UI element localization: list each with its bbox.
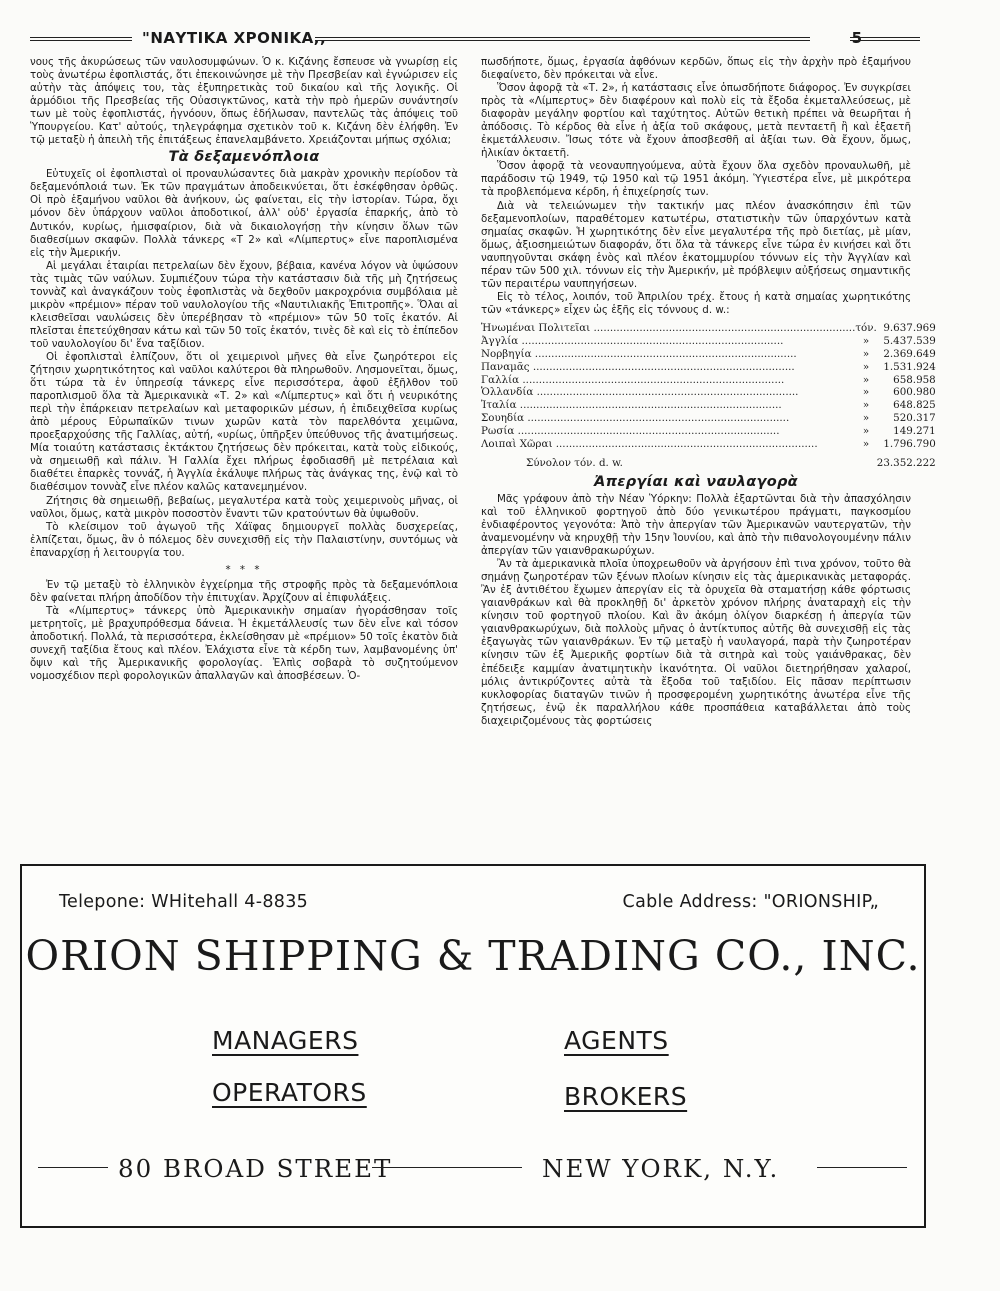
tonnage-value: 1.531.924 [883,360,936,373]
tonnage-row [481,386,954,399]
tonnage-unit: » [862,347,870,360]
total-value: 23.352.222 [876,457,936,469]
tonnage-unit: » [862,334,870,347]
header-rule-left [30,37,132,41]
country-name: Γαλλία ................................................................................ [481,373,785,386]
ad-cable-address: Cable Address: "ORIONSHIP„ [622,892,879,912]
tonnage-unit: » [862,399,870,412]
tonnage-value: 9.637.969 [883,321,936,334]
ad-operators: OPERATORS [212,1078,367,1107]
country-name: Ὁλλανδία ................................................................................ [481,386,799,399]
country-name: Ἡνωμέναι Πολιτεῖαι ................................................................................ [481,321,856,334]
article-paragraph: Αἱ μεγάλαι ἑταιρίαι πετρελαίων δὲν ἔχουν, βέβαια, κανένα λόγον νὰ ὑψώσουν τὰς τιμὰς τῶν ναύλων. Συμπιέζουν τώρα τὴν κατάστασιν διὰ τῆς μὴ ζητήσεως τοννὰζ καὶ ἀναγκάζουν τοὺς ἐφοπλιστὰς νὰ δεχθοῦν μακροχρόνια συμβόλαια μὲ μικρὸν «πρέμιον» πέραν τοῦ ναυλολογίου τῆς «Ναυτιλιακῆς Ἐπιτροπῆς». Ὅλαι αἱ κλεισθεῖσαι ναυλώσεις δὲν ὑπερέβησαν τὸ «πρέμιον» τῶν 50 τοῖς ἑκατόν. Αἱ πλεῖσται ἐπετεύχθησαν κάτω καὶ τῶν 50 τοῖς ἑκατόν, τινὲς δὲ καὶ εἰς τὸ ἐπίπεδον τοῦ ναυλολογίου δι' ἕνα ταξίδιον. [30,259,458,350]
section-separator: * * * [225,563,263,576]
country-name: Ἰταλία ................................................................................ [481,399,782,412]
article-paragraph: Ἐν τῷ μεταξὺ τὸ ἑλληνικὸν ἐγχείρημα τῆς στροφῆς πρὸς τὰ δεξαμενόπλοια δὲν φαίνεται πλήρη ἀποδίδον τὴν ἐπιτυχίαν. Ἀρχίζουν αἱ ἐπιφυλάξεις. [30,578,458,604]
country-name: Σουηδία ................................................................................ [481,412,790,425]
ad-managers: MANAGERS [212,1026,359,1055]
tonnage-table [481,322,954,470]
ad-brokers: BROKERS [564,1082,688,1111]
tonnage-row [481,425,954,438]
tonnage-unit: » [862,386,870,399]
page-number: 5 [851,29,862,47]
tonnage-value: 149.271 [893,425,936,438]
section-heading-strikes: Ἀπεργίαι καὶ ναυλαγορὰ [594,473,798,490]
tonnage-unit: » [862,438,870,451]
right-column [481,56,936,728]
tonnage-row [481,348,954,361]
tonnage-unit: τόν. [855,321,877,334]
tonnage-row [481,412,954,425]
country-name: Λοιπαὶ Χῶραι ................................................................................ [481,438,818,451]
publication-title: "ΝΑΥΤΙΚΑ ΧΡΟΝΙΚΑ,, [142,29,327,47]
ad-rule-middle [372,1167,522,1168]
ad-telephone: Telepone: WHitehall 4-8835 [59,892,309,912]
tonnage-row [481,361,954,374]
tonnage-value: 648.825 [893,399,936,412]
article-paragraph: Εὐτυχεῖς οἱ ἐφοπλισταὶ οἱ προναυλώσαντες διὰ μακρὰν χρονικὴν περίοδον τὰ δεξαμενόπλοιά των. Ἐκ τῶν πραγμάτων ἀποδεικνύεται, ὅτι ἐσκέφθησαν ὀρθῶς. Οἱ πρὸ ἑξαμήνου ναῦλοι θὰ ἀνήκουν, ὡς φαίνεται, εἰς τὴν ἱστορίαν. Τώρα, ὄχι μόνον δὲν ὑπάρχουν ναῦλοι ἀποδοτικοί, ἀλλ' οὐδ' ἐργασία ἐπαρκής, ἀπὸ τὸ Δυτικόν, κυρίως, ἡμισφαίριον, διὰ νὰ δικαιολογήσῃ τὴν κίνησιν ὅλων τῶν διαθεσίμων σκαφῶν. Πολλὰ τάνκερς «Τ 2» καὶ «Λίμπερτυς» εἶνε παροπλισμένα εἰς τὴν Ἀμερικήν. [30,168,458,259]
tonnage-unit: » [862,373,870,386]
tonnage-value: 658.958 [893,373,936,386]
tonnage-unit: » [862,360,870,373]
tonnage-row [481,374,954,387]
ad-rule-left [38,1167,108,1168]
left-column [30,56,458,683]
tonnage-total-row [481,451,954,470]
tonnage-value: 2.369.649 [883,347,936,360]
article-paragraph: Ἂν τὰ ἀμερικανικὰ πλοῖα ὑποχρεωθοῦν νὰ ἀργήσουν ἐπὶ τινα χρόνον, τοῦτο θὰ σημάνῃ ζωηροτέραν τῶν ξένων πλοίων κίνησιν εἰς τὰς ἀμερικανικὰς μεταφοράς. Ἂν ἐξ ἀντιθέτου ἔχωμεν ἀπεργίαν εἰς τὰ ὀρυχεῖα θὰ σταματήσῃ κάθε φόρτωσις γαιανθράκων καὶ θὰ προκληθῇ δι' ἀρκετὸν χρόνον πλήρης ἀναταραχὴ εἰς τὴν κίνησιν τοῦ φορτηγοῦ πλοίου. Καὶ ἂν ἀκόμη ὀλίγον διαρκέσῃ ἡ ἀπεργία τῶν γαιανθρακωρύχων, διὰ πολλοὺς μῆνας ὁ ἀντίκτυπος αὐτῆς θὰ συνεχισθῇ εἰς τὰς ἐξαγωγὰς τῶν γαιανθράκων. Ἐν τῷ μεταξὺ ἡ ναυλαγορά, παρὰ τὴν ζωηροτέραν κίνησιν τῶν ἐξ Ἀμερικῆς φορτίων διὰ τὰ σιτηρὰ καὶ τοὺς γαιάνθρακας, δὲν ἐπέδειξε καμμίαν ἀνατιμητικὴν ἱκανότητα. Οἱ ναῦλοι διετηρήθησαν χαλαροί, μόλις ἀντικρύζοντες αὐτὰ τὰ ἔξοδα τοῦ ταξιδίου. Εἰς πᾶσαν περίπτωσιν κυκλοφορίας διαταγῶν τινῶν ἡ προσφερομένη χωρητικότης ἀνωτέρα εἶνε τῆς ζητήσεως, ἐνῷ ἐκ παραλλήλου κάθε προσπάθεια καταβάλλεται ἀπὸ τοὺς διαχειριζομένους τὰς φορτώσεις [481,558,911,727]
article-paragraph: Τὸ κλείσιμον τοῦ ἀγωγοῦ τῆς Χάϊφας δημιουργεῖ πολλὰς δυσχερείας, ἐλπίζεται, ὅμως, ἂν ὁ πόλεμος δὲν συνεχισθῇ εἰς τὴν Παλαιστίνην, συντόμως νὰ ἐπαναρχίσῃ ἡ λειτουργία του. [30,520,458,559]
tonnage-value: 520.317 [893,412,936,425]
tonnage-row [481,399,954,412]
ad-company-name: ORION SHIPPING & TRADING CO., INC. [25,932,921,980]
tonnage-unit: » [862,425,870,438]
total-label: Σύνολον τόν. d. w. [526,457,623,469]
tonnage-row [481,322,954,335]
tonnage-unit: » [862,412,870,425]
ad-street-address: 80 BROAD STREET [118,1154,393,1183]
article-paragraph: Διὰ νὰ τελειώνωμεν τὴν τακτικήν μας πλέον ἀνασκόπησιν ἐπὶ τῶν δεξαμενοπλοίων, παραθέτομεν κατωτέρω, στατιστικὴν τῶν ὑπαρχόντων κατὰ σημαίας σκαφῶν. Ἡ χωρητικότης δὲν εἶνε μεγαλυτέρα τῆς πρὸ διετίας, μὲ μίαν, ὅμως, ἀξιοσημειώτων διαφοράν, ὅτι ὅλα τὰ τάνκερς εἶνε τώρα ἐν κινήσει καὶ ὅτι ναυπηγοῦνται σκάφη ἑνὸς καὶ πλέον ἑκατομμυρίου τόννων εἰς τὴν Ἀγγλίαν καὶ πέραν τῶν 500 χιλ. τόννων εἰς τὴν Ἀμερικήν, μὲ πρόβλεψιν αὐξήσεως σημαντικῆς τῶν περαιτέρω ναυπηγήσεων. [481,199,911,290]
country-name: Ρωσία ................................................................................ [481,425,780,438]
header-rule-middle [315,37,810,41]
article-paragraph: Ὅσον ἀφορᾷ τὰ «Τ. 2», ἡ κατάστασις εἶνε ὁπωσδήποτε διάφορος. Ἐν συγκρίσει πρὸς τὰ «Λίμπερτυς» δὲν διαφέρουν καὶ πολὺ εἰς τὰ ἔξοδα ἐκμεταλλεύσεως, μὲ διαφορὰν μεγάλην φορτίου καὶ ταχύτητος. Αὐτῶν θετικὴ πρέπει νὰ θεωρῆται ἡ ἀπόδοσις. Τὸ κέρδος θὰ εἶνε ἡ ἀξία τοῦ σκάφους, μετὰ πενταετῆ ἢ καὶ ἑξαετῆ ἐκμετάλλευσιν. Ἴσως τότε νὰ ἔχουν ἀποσβεσθῆ αἱ ἀξίαι των. Θὰ ἔχουν, ὅμως, ἡλικίαν ὀκταετῆ. [481,82,911,160]
tonnage-value: 1.796.790 [883,438,936,451]
tonnage-row [481,438,954,451]
article-paragraph: νους τῆς ἀκυρώσεως τῶν ναυλοσυμφώνων. Ὁ κ. Κιζάνης ἔσπευσε νὰ γνωρίσῃ εἰς τοὺς ἀνωτέρω ἐφοπλιστάς, ὅτι ἐπεκοινώνησε μὲ τὴν Πρεσβείαν καὶ ἐγνώρισεν εἰς αὐτὴν τὰς ἀπόψεις του, τὰς ἐξυπηρετικὰς τοῦ δικαίου καὶ τῆς λογικῆς. Οἱ ἁρμόδιοι τῆς Πρεσβείας τῆς Οὐασιγκτῶνος, κατὰ τὴν πρὸ ἡμερῶν συνάντησίν των μὲ τοὺς ἐφοπλιστάς, ἠγνόουν, ὅπως ἐδήλωσαν, παντελῶς τὰς ἀπόψεις τοῦ Ὑπουργείου. Κατ' αὐτούς, τηλεγράφημα σχετικὸν τοῦ κ. Κιζάνη δὲν ἐλήφθη. Ἐν τῷ μεταξὺ ἡ ἀπειλὴ τῆς ἐπιτάξεως ἐπανελαμβάνετο. Χρειάζονται μήπως σχόλια; [30,56,458,147]
section-heading-tankers: Τὰ δεξαμενόπλοια [168,149,320,166]
article-paragraph: Ὅσον ἀφορᾷ τὰ νεοναυπηγούμενα, αὐτὰ ἔχουν ὅλα σχεδὸν προναυλωθῆ, μὲ παράδοσιν τῷ 1949, τῷ 1950 καὶ τῷ 1951 ἀκόμη. Ὑγιεστέρα εἶνε, μὲ μικρότερα τὰ προβλεπόμενα κέρδη, ἡ ἐπιχείρησίς των. [481,160,911,199]
article-paragraph: Ζήτησις θὰ σημειωθῇ, βεβαίως, μεγαλυτέρα κατὰ τοὺς χειμερινοὺς μῆνας, οἱ ναῦλοι, ὅμως, κατὰ μικρὸν ποσοστὸν ἔναντι τῶν κρατούντων θὰ ὑψωθοῦν. [30,494,458,520]
article-paragraph: Μᾶς γράφουν ἀπὸ τὴν Νέαν Ὑόρκην: Πολλὰ ἐξαρτῶνται διὰ τὴν ἀπασχόλησιν καὶ τοῦ ἑλληνικοῦ φορτηγοῦ ἀπὸ δύο γενικωτέρου πράγματι, παγκοσμίου ἐνδιαφέροντος γεγονότα: Ἀπὸ τὴν ἀπεργίαν τῶν Ἀμερικανῶν ναυτεργατῶν, τὴν ἀναμενομένην νὰ κηρυχθῇ τὴν 15ην Ἰουνίου, καὶ ἀπὸ τὴν πιθανολογουμένην πάλιν ἀπεργίαν τῶν γαιανθρακωρύχων. [481,492,911,558]
article-paragraph: Τὰ «Λίμπερτυς» τάνκερς ὑπὸ Ἀμερικανικὴν σημαίαν ἠγοράσθησαν τοῖς μετρητοῖς, μὲ βραχυπρόθεσμα δάνεια. Ἡ ἐκμετάλλευσίς των δὲν εἶνε καὶ τόσον ἀποδοτική. Πολλά, τὰ περισσότερα, ἐκλείσθησαν μὲ «πρέμιον» 50 τοῖς ἑκατὸν διὰ συνεχῆ ταξίδια ἔτους καὶ πλέον. Ἐλάχιστα εἶνε τὰ κέρδη των, λαμβανομένης ὑπ' ὄψιν καὶ τῆς Ἀμερικανικῆς φορολογίας. Ἐλπὶς σοβαρὰ τὸ συζητούμενον νομοσχέδιον περὶ φορολογικῶν ἀπαλλαγῶν καὶ ἀποσβέσεων. Ὁ- [30,604,458,683]
article-paragraph: πωσδήποτε, ὅμως, ἐργασία ἀφθόνων κερδῶν, ὅπως εἰς τὴν ἀρχὴν πρὸ ἑξαμήνου διεφαίνετο, δὲν πρόκειται νὰ εἶνε. [481,56,911,82]
ad-agents: AGENTS [564,1026,669,1055]
header-rule-right [850,37,920,41]
article-paragraph: Οἱ ἐφοπλισταὶ ἐλπίζουν, ὅτι οἱ χειμερινοὶ μῆνες θὰ εἶνε ζωηρότεροι εἰς ζήτησιν χωρητικότητος καὶ ναῦλοι καλύτεροι θὰ πληρωθοῦν. Λησμονεῖται, ὅμως, ὅτι τώρα τὰ ἐν ὑπηρεσίᾳ τάνκερς εἶνε περισσότερα, ἀφοῦ ἐξῆλθον τοῦ παροπλισμοῦ ὅλα τὰ Ἀμερικανικὰ «Τ. 2» καὶ «Λίμπερτυς» καὶ ὅτι ἡ νευρικότης περὶ τὴν ἐπάρκειαν πετρελαίων καὶ μεταφορικῶν μέσων, ἡ ἐπιδειχθεῖσα κυρίως ἀπὸ μέρους Εὐρωπαϊκῶν τινων χωρῶν κατὰ τὸν παρελθόντα χειμῶνα, προεξαρχούσης τῆς Γαλλίας, αὐτή, «υρίως, ὑπῆρξεν ὑπεύθυνος τῆς ἀνατιμήσεως. Μία τοιαύτη κατάστασις ἐκτάκτου ζητήσεως δὲν πρόκειται, κατὰ τοὺς εἰδικούς, νὰ σημειωθῇ καὶ πάλιν. Ἡ Γαλλία ἔχει πλήρως ἐφοδιασθῆ μὲ πετρέλαια καὶ διαθέτει ἐπαρκὲς τοννάζ, ἡ Ἀγγλία ἐκάλυψε πλήρως τὰς ἀνάγκας της, ἐνῷ καὶ τὸ διαθέσιμον τοννὰζ εἶνε πλέον καλῶς κατανεμημένον. [30,350,458,494]
orion-shipping-advertisement [20,864,926,1228]
running-header [30,26,920,50]
ad-city: NEW YORK, N.Y. [542,1154,780,1183]
country-name: Ἀγγλία ................................................................................ [481,334,784,347]
tonnage-row [481,335,954,348]
tonnage-value: 5.437.539 [883,334,936,347]
ad-rule-right [817,1167,907,1168]
country-name: Νορβηγία ................................................................................ [481,347,797,360]
tonnage-value: 600.980 [893,386,936,399]
country-name: Παναμᾶς ................................................................................ [481,360,795,373]
article-paragraph: Εἰς τὸ τέλος, λοιπόν, τοῦ Ἀπριλίου τρέχ. ἔτους ἡ κατὰ σημαίας χωρητικότης τῶν «τάνκερς» εἶχεν ὡς ἑξῆς εἰς τόννους d. w.: [481,290,911,316]
